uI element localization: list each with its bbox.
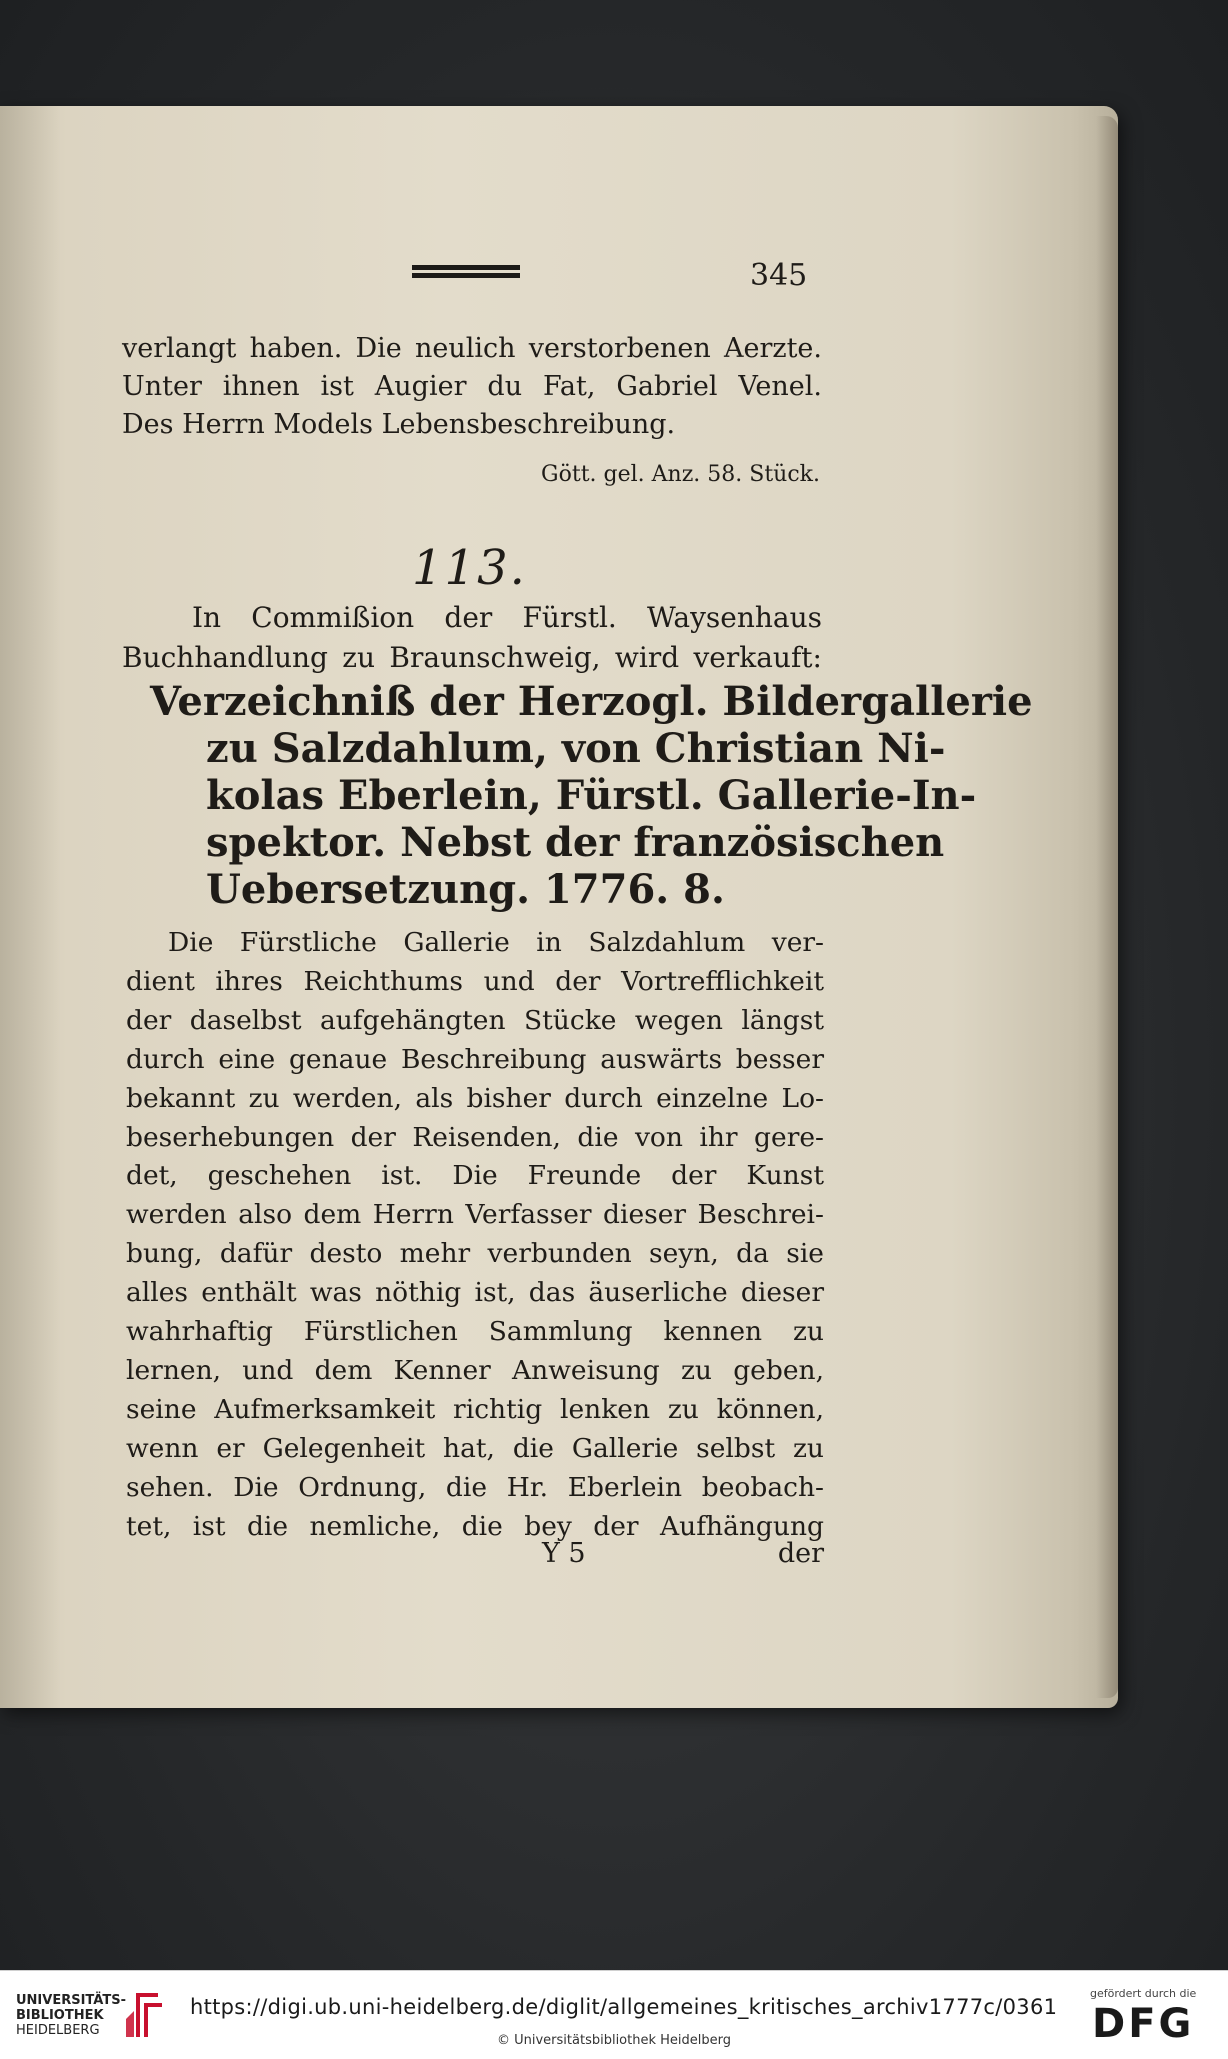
text-line: In Commißion der Fürstl. Waysenhaus	[192, 601, 822, 634]
copyright-notice: © Universitätsbibliothek Heidelberg	[496, 2033, 731, 2048]
text-line: Des Herrn Models Lebensbeschreibung.	[122, 409, 676, 440]
title-line: spektor. Nebst der französischen	[206, 819, 945, 866]
viewer-footer	[0, 1970, 1228, 2059]
text-line: lernen, und dem Kenner Anweisung zu geben,	[126, 1354, 824, 1386]
logo-line: UNIVERSITÄTS-	[16, 1993, 126, 2008]
text-line: bung, dafür desto mehr verbunden seyn, da sie	[126, 1238, 824, 1270]
header-rule	[412, 265, 520, 278]
text-line: bekannt zu werden, als bisher durch einzelne Lo-	[126, 1082, 824, 1114]
body-text	[126, 924, 824, 1547]
text-line: sehen. Die Ordnung, die Hr. Eberlein beobach-	[126, 1471, 824, 1503]
catchword: der	[777, 1538, 824, 1569]
logo-line: HEIDELBERG	[16, 2023, 100, 2038]
text-line: det, geschehen ist. Die Freunde der Kunst	[126, 1160, 824, 1192]
logo-line: BIBLIOTHEK	[16, 2008, 104, 2023]
book-title	[150, 678, 1033, 913]
text-line: wahrhaftig Fürstlichen Sammlung kennen zu	[126, 1316, 824, 1348]
document-url-link[interactable]: https://digi.ub.uni-heidelberg.de/diglit/allgemeines_kritisches_archiv1777c/0361	[190, 1995, 1058, 2019]
text-line: werden also dem Herrn Verfasser dieser Beschrei-	[126, 1199, 824, 1231]
title-line: kolas Eberlein, Fürstl. Gallerie-In-	[206, 772, 977, 819]
text-line: Unter ihnen ist Augier du Fat, Gabriel Venel.	[122, 371, 822, 402]
text-line: Die Fürstliche Gallerie in Salzdahlum ver-	[168, 927, 824, 958]
text-line: alles enthält was nöthig ist, das äuserliche dieser	[126, 1277, 824, 1309]
university-library-logo-text	[16, 1993, 126, 2038]
entry-number: 113.	[412, 540, 527, 596]
page-number: 345	[750, 258, 808, 293]
previous-entry-text	[122, 330, 822, 444]
text-line: wenn er Gelegenheit hat, die Gallerie selbst zu	[126, 1432, 824, 1464]
citation: Gött. gel. Anz. 58. Stück.	[541, 462, 820, 487]
signature-mark: Y 5	[542, 1538, 586, 1569]
dfg-logo: DFG	[1092, 2001, 1195, 2047]
text-line: dient ihres Reichthums und der Vortrefflichkeit	[126, 965, 824, 997]
title-line: Uebersetzung. 1776. 8.	[206, 866, 725, 913]
funding-caption: gefördert durch die	[1090, 1987, 1197, 2000]
text-line: Buchhandlung zu Braunschweig, wird verkauft:	[122, 641, 822, 674]
title-line: Verzeichniß der Herzogl. Bildergallerie	[150, 678, 1033, 725]
text-line: seine Aufmerksamkeit richtig lenken zu können,	[126, 1393, 824, 1425]
text-line: tet, ist die nemliche, die bey der Aufhängung	[126, 1510, 824, 1542]
text-line: der daselbst aufgehängten Stücke wegen längst	[126, 1004, 824, 1036]
entry-intro	[122, 598, 822, 678]
text-line: durch eine genaue Beschreibung auswärts besser	[126, 1043, 824, 1075]
text-line: beserhebungen der Reisenden, die von ihr gere-	[126, 1121, 824, 1153]
text-line: verlangt haben. Die neulich verstorbenen Aerzte.	[122, 333, 822, 364]
title-line: zu Salzdahlum, von Christian Ni-	[206, 725, 946, 772]
